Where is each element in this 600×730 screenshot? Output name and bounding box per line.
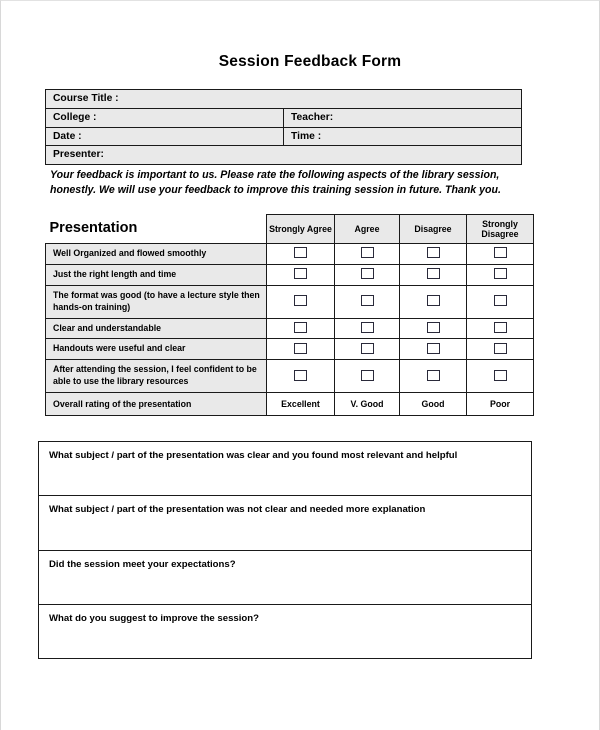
statement-3: The format was good (to have a lecture style then hands-on training) bbox=[46, 285, 267, 318]
checkbox-cell[interactable] bbox=[267, 285, 335, 318]
overall-option-poor[interactable]: Poor bbox=[467, 393, 534, 416]
table-row bbox=[46, 360, 534, 393]
section-heading: Presentation bbox=[49, 219, 138, 236]
time-field[interactable]: Time : bbox=[284, 127, 522, 146]
intro-paragraph: Your feedback is important to us. Please rate the following aspects of the library session, honestly. We will use your feedback to improve this training session in future. Thank you. bbox=[50, 169, 501, 197]
checkbox-icon[interactable] bbox=[294, 322, 307, 333]
checkbox-cell[interactable] bbox=[267, 264, 335, 285]
rating-section bbox=[45, 214, 533, 416]
open-questions-table bbox=[38, 441, 532, 659]
teacher-field[interactable]: Teacher: bbox=[284, 108, 522, 127]
table-row bbox=[46, 285, 534, 318]
open-question-4[interactable]: What do you suggest to improve the session? bbox=[39, 605, 532, 659]
checkbox-cell[interactable] bbox=[335, 360, 400, 393]
checkbox-cell[interactable] bbox=[335, 264, 400, 285]
scale-header-strongly-disagree: Strongly Disagree bbox=[467, 215, 534, 244]
checkbox-cell[interactable] bbox=[400, 244, 467, 265]
date-field[interactable]: Date : bbox=[46, 127, 284, 146]
checkbox-cell[interactable] bbox=[400, 360, 467, 393]
checkbox-cell[interactable] bbox=[467, 264, 534, 285]
checkbox-cell[interactable] bbox=[467, 360, 534, 393]
checkbox-icon[interactable] bbox=[361, 370, 374, 381]
course-title-field[interactable]: Course Title : bbox=[46, 90, 522, 109]
checkbox-cell[interactable] bbox=[467, 318, 534, 339]
checkbox-cell[interactable] bbox=[335, 244, 400, 265]
checkbox-icon[interactable] bbox=[494, 295, 507, 306]
checkbox-icon[interactable] bbox=[427, 370, 440, 381]
statement-1: Well Organized and flowed smoothly bbox=[46, 244, 267, 265]
rating-table bbox=[45, 214, 534, 416]
checkbox-icon[interactable] bbox=[294, 370, 307, 381]
form-sheet bbox=[1, 1, 600, 624]
table-row bbox=[46, 264, 534, 285]
statement-6: After attending the session, I feel confident to be able to use the library resources bbox=[46, 360, 267, 393]
overall-option-excellent[interactable]: Excellent bbox=[267, 393, 335, 416]
page-title: Session Feedback Form bbox=[218, 53, 402, 70]
checkbox-icon[interactable] bbox=[494, 268, 507, 279]
checkbox-cell[interactable] bbox=[400, 318, 467, 339]
college-field[interactable]: College : bbox=[46, 108, 284, 127]
checkbox-cell[interactable] bbox=[400, 264, 467, 285]
checkbox-cell[interactable] bbox=[400, 285, 467, 318]
table-row bbox=[46, 318, 534, 339]
checkbox-icon[interactable] bbox=[427, 343, 440, 354]
checkbox-icon[interactable] bbox=[494, 343, 507, 354]
table-row bbox=[46, 127, 522, 146]
table-row bbox=[39, 442, 532, 496]
checkbox-icon[interactable] bbox=[361, 322, 374, 333]
checkbox-icon[interactable] bbox=[427, 268, 440, 279]
statement-4: Clear and understandable bbox=[46, 318, 267, 339]
checkbox-cell[interactable] bbox=[400, 339, 467, 360]
table-row bbox=[46, 90, 522, 109]
statement-5: Handouts were useful and clear bbox=[46, 339, 267, 360]
table-row bbox=[46, 108, 522, 127]
checkbox-icon[interactable] bbox=[427, 247, 440, 258]
checkbox-icon[interactable] bbox=[361, 247, 374, 258]
checkbox-cell[interactable] bbox=[467, 339, 534, 360]
checkbox-cell[interactable] bbox=[267, 244, 335, 265]
overall-rating-label: Overall rating of the presentation bbox=[46, 393, 267, 416]
table-row bbox=[39, 605, 532, 659]
rating-header-row bbox=[46, 215, 534, 244]
statement-2: Just the right length and time bbox=[46, 264, 267, 285]
checkbox-icon[interactable] bbox=[294, 247, 307, 258]
checkbox-icon[interactable] bbox=[361, 295, 374, 306]
checkbox-icon[interactable] bbox=[494, 322, 507, 333]
checkbox-icon[interactable] bbox=[494, 370, 507, 381]
open-question-2[interactable]: What subject / part of the presentation was not clear and needed more explanation bbox=[39, 496, 532, 551]
checkbox-cell[interactable] bbox=[267, 339, 335, 360]
open-question-1[interactable]: What subject / part of the presentation was clear and you found most relevant and helpful bbox=[39, 442, 532, 496]
scale-header-disagree: Disagree bbox=[400, 215, 467, 244]
table-row bbox=[46, 244, 534, 265]
checkbox-icon[interactable] bbox=[427, 322, 440, 333]
checkbox-icon[interactable] bbox=[294, 295, 307, 306]
checkbox-icon[interactable] bbox=[294, 268, 307, 279]
table-row bbox=[39, 496, 532, 551]
overall-option-very-good[interactable]: V. Good bbox=[335, 393, 400, 416]
scale-header-agree: Agree bbox=[335, 215, 400, 244]
open-question-3[interactable]: Did the session meet your expectations? bbox=[39, 551, 532, 605]
scale-header-strongly-agree: Strongly Agree bbox=[267, 215, 335, 244]
overall-rating-row bbox=[46, 393, 534, 416]
course-info-table bbox=[45, 89, 522, 165]
checkbox-cell[interactable] bbox=[267, 360, 335, 393]
presenter-field[interactable]: Presenter: bbox=[46, 146, 522, 165]
checkbox-icon[interactable] bbox=[494, 247, 507, 258]
checkbox-cell[interactable] bbox=[335, 285, 400, 318]
table-row bbox=[46, 146, 522, 165]
checkbox-cell[interactable] bbox=[267, 318, 335, 339]
table-row bbox=[39, 551, 532, 605]
checkbox-cell[interactable] bbox=[467, 244, 534, 265]
checkbox-icon[interactable] bbox=[294, 343, 307, 354]
checkbox-icon[interactable] bbox=[427, 295, 440, 306]
overall-option-good[interactable]: Good bbox=[400, 393, 467, 416]
checkbox-cell[interactable] bbox=[335, 318, 400, 339]
table-row bbox=[46, 339, 534, 360]
checkbox-cell[interactable] bbox=[335, 339, 400, 360]
checkbox-icon[interactable] bbox=[361, 268, 374, 279]
checkbox-icon[interactable] bbox=[361, 343, 374, 354]
checkbox-cell[interactable] bbox=[467, 285, 534, 318]
